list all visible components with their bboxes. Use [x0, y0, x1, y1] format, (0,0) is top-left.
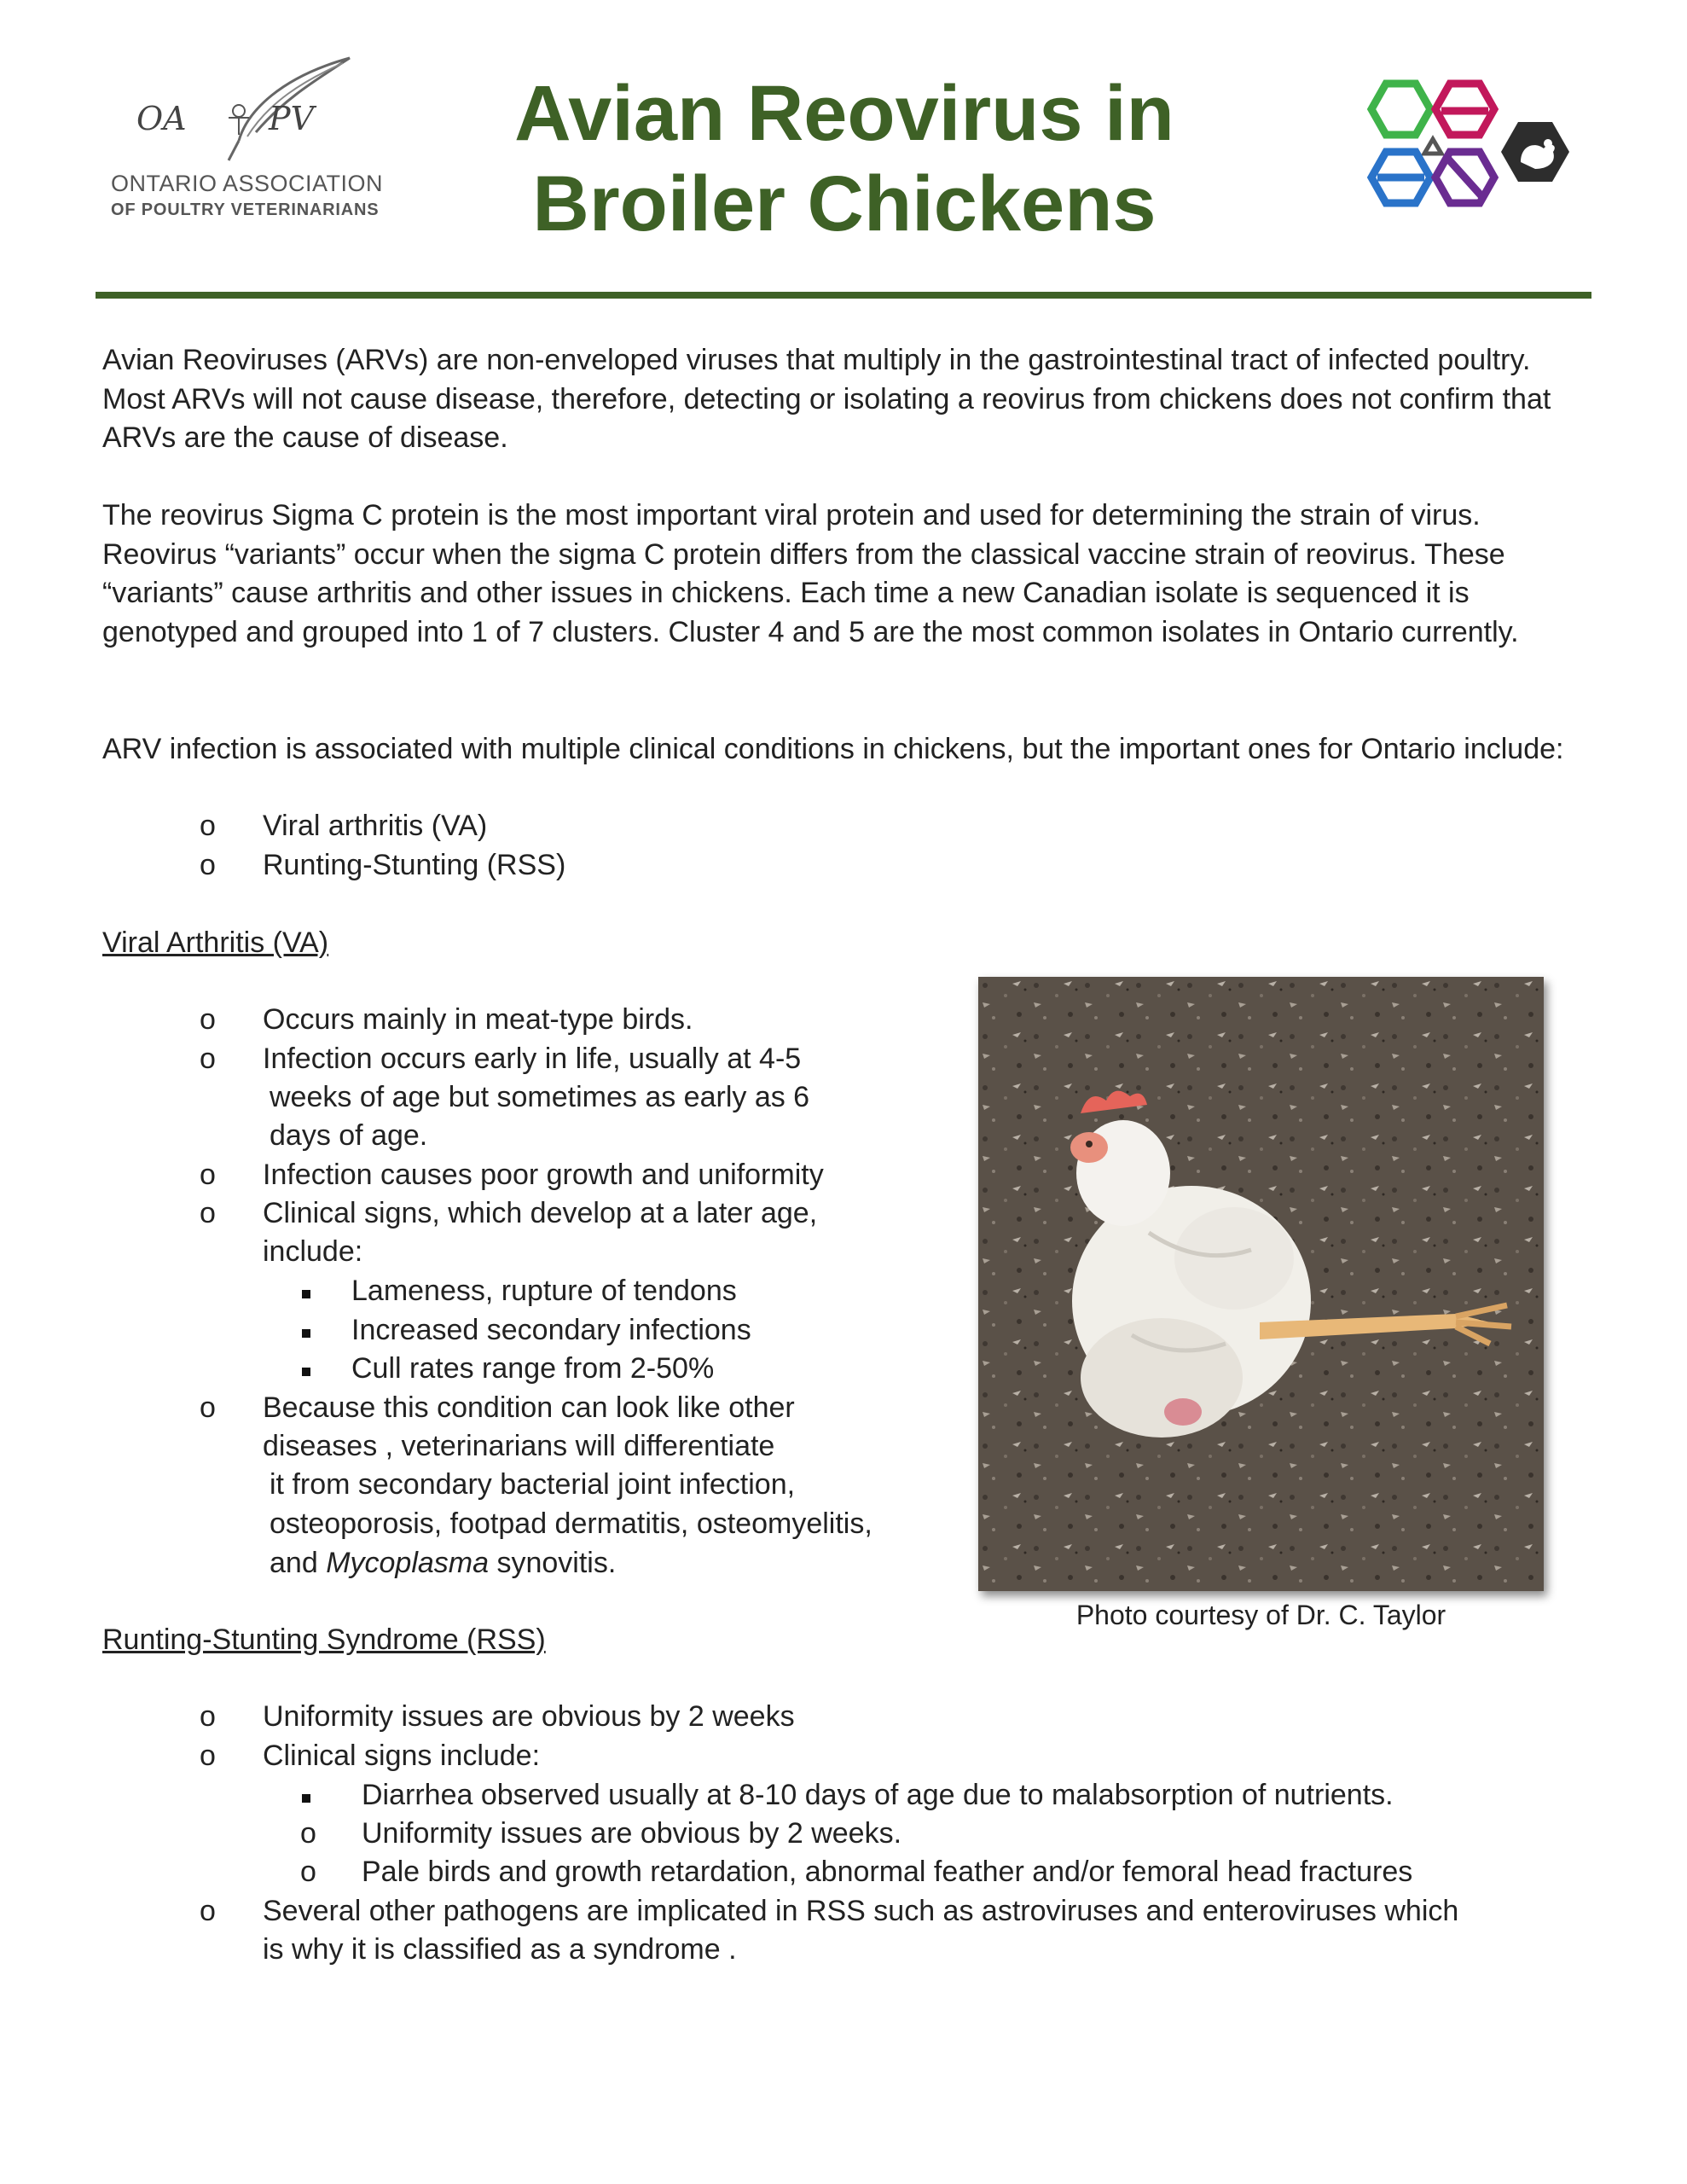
sub-list-item: Diarrhea observed usually at 8-10 days of age due to malabsorption of nutrients.	[362, 1779, 1394, 1811]
text-run: and	[270, 1547, 327, 1579]
sub-list-item: Lameness, rupture of tendons	[351, 1275, 737, 1307]
list-item: Occurs mainly in meat-type birds.	[263, 1003, 693, 1036]
list-item-line: weeks of age but sometimes as early as 6	[270, 1081, 810, 1113]
bullet-o-icon: o	[200, 1197, 216, 1229]
intro-paragraph: Avian Reoviruses (ARVs) are non-enveloped viruses that multiply in the gastrointestinal tract of infected poultry. Most ARVs will not cause disease, therefore, detecting or isolating a reovirus from chickens does not confirm that ARVs are the cause of disease.	[102, 344, 1551, 454]
bullet-o-icon: o	[200, 1391, 216, 1424]
sigma-c-paragraph: The reovirus Sigma C protein is the most important viral protein and used for determining the strain of virus. Reovirus “variants” occur when the sigma C protein differs from the classical vaccine strain of reovirus. These “variants” cause arthritis and other issues in chickens. Each time a new Canadian isolate is sequenced it is genotyped and grouped into 1 of 7 clusters. Cluster 4 and 5 are the most common isolates in Ontario currently.	[102, 499, 1519, 648]
list-item-line: Several other pathogens are implicated in RSS such as astroviruses and enteroviruses which	[263, 1895, 1459, 1927]
sub-list-item: Pale birds and growth retardation, abnormal feather and/or femoral head fractures	[362, 1856, 1413, 1888]
list-item: Uniformity issues are obvious by 2 weeks	[263, 1700, 795, 1733]
bullet-o-icon: o	[200, 810, 216, 842]
bullet-o-icon: o	[300, 1817, 316, 1850]
bullet-o-icon: o	[200, 849, 216, 881]
list-item-line: include:	[263, 1235, 363, 1268]
bullet-square-icon	[302, 1329, 310, 1338]
list-item-line: Clinical signs, which develop at a later age,	[263, 1197, 818, 1229]
svg-text:OA: OA	[136, 100, 187, 137]
va-heading: Viral Arthritis (VA)	[102, 926, 329, 959]
bullet-square-icon	[302, 1794, 310, 1803]
oahn-hexagon-logo-icon	[1360, 67, 1599, 220]
list-item-line: days of age.	[270, 1119, 428, 1152]
org-name-line1: ONTARIO ASSOCIATION	[111, 171, 384, 196]
bullet-o-icon: o	[300, 1856, 316, 1888]
bullet-o-icon: o	[200, 1043, 216, 1075]
list-item-line: is why it is classified as a syndrome .	[263, 1933, 737, 1966]
list-item-line: osteoporosis, footpad dermatitis, osteomyelitis,	[270, 1507, 872, 1540]
page-title	[478, 68, 1211, 249]
title-line-2: Broiler Chickens	[532, 160, 1157, 247]
list-item: Viral arthritis (VA)	[263, 810, 488, 842]
photo-caption: Photo courtesy of Dr. C. Taylor	[1075, 1600, 1446, 1630]
bullet-o-icon: o	[200, 1700, 216, 1733]
text-run: synovitis.	[489, 1547, 617, 1579]
quill-monogram-icon	[119, 51, 375, 171]
bullet-square-icon	[302, 1368, 310, 1376]
org-name-line2: OF POULTRY VETERINARIANS	[111, 200, 380, 219]
svg-text:PV: PV	[269, 100, 315, 137]
bullet-o-icon: o	[200, 1003, 216, 1036]
sub-list-item: Increased secondary infections	[351, 1314, 751, 1346]
bullet-o-icon: o	[200, 1895, 216, 1927]
bullet-square-icon	[302, 1290, 310, 1298]
sub-list-item: Cull rates range from 2-50%	[351, 1352, 715, 1385]
header-divider	[96, 292, 1591, 299]
bullet-o-icon: o	[200, 1159, 216, 1191]
list-item: Infection causes poor growth and uniformity	[263, 1159, 824, 1191]
chicken-photo	[978, 977, 1544, 1591]
sub-list-item: Uniformity issues are obvious by 2 weeks.	[362, 1817, 902, 1850]
list-item-line: diseases , veterinarians will differentiate	[263, 1430, 775, 1462]
oapv-logo	[111, 51, 384, 222]
list-item: Runting-Stunting (RSS)	[263, 849, 566, 881]
title-line-1: Avian Reovirus in	[514, 70, 1174, 157]
list-item-line: Infection occurs early in life, usually at 4-5	[263, 1043, 802, 1075]
list-item-line	[270, 1544, 616, 1583]
rss-heading: Runting-Stunting Syndrome (RSS)	[102, 1623, 546, 1656]
oahn-logo	[1360, 67, 1599, 220]
italic-term: Mycoplasma	[326, 1547, 490, 1579]
list-item: Clinical signs include:	[263, 1740, 541, 1772]
list-item-line: Because this condition can look like other	[263, 1391, 795, 1424]
bullet-o-icon: o	[200, 1740, 216, 1772]
list-item-line: it from secondary bacterial joint infection,	[270, 1468, 796, 1501]
conditions-paragraph: ARV infection is associated with multiple clinical conditions in chickens, but the important ones for Ontario include:	[102, 733, 1564, 765]
lame-broiler-image	[978, 977, 1544, 1591]
